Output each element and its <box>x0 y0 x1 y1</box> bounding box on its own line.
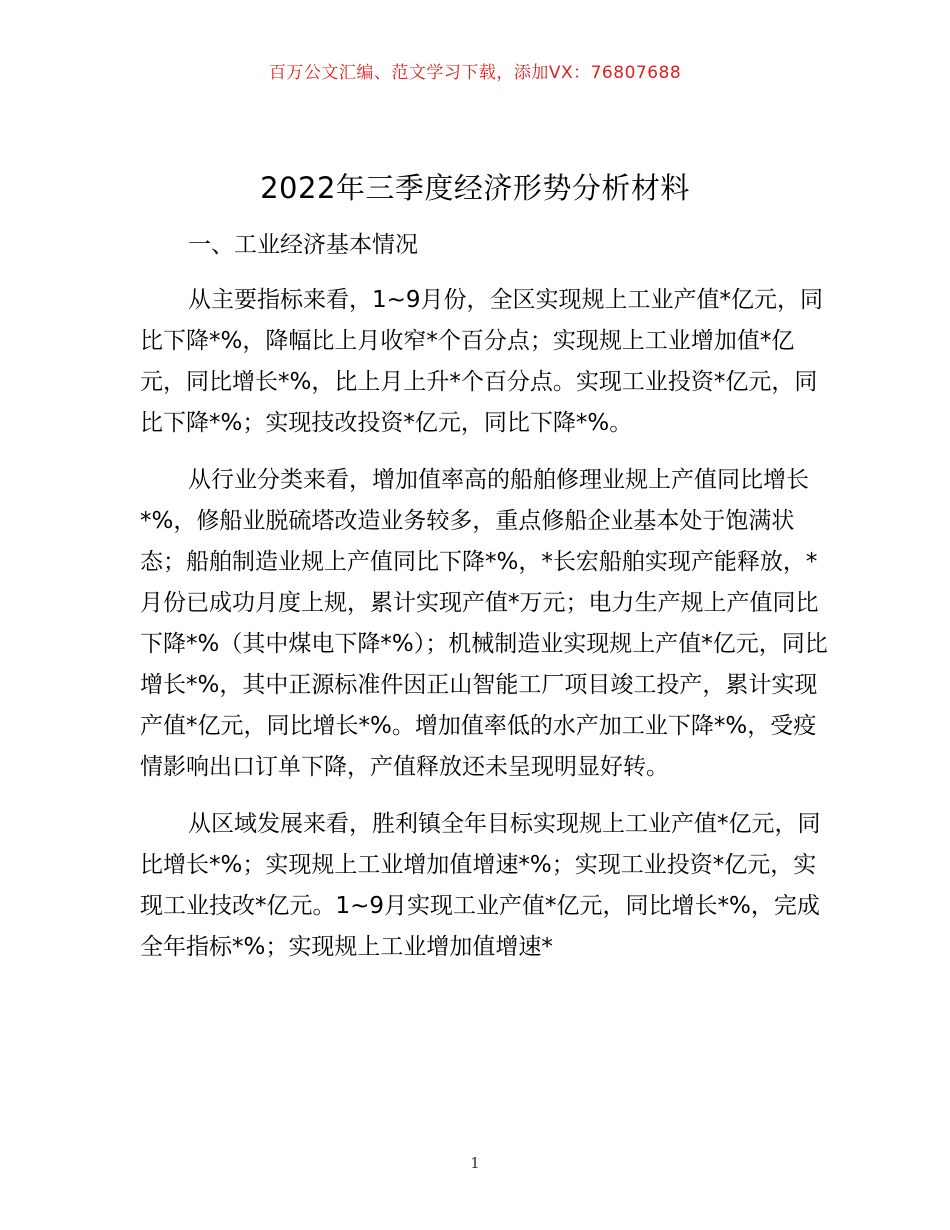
paragraph-regional-development: 从区域发展来看，胜利镇全年目标实现规上工业产值*亿元，同比增长*%；实现规上工业增加值增速*%；实现工业投资*亿元，实现工业技改*亿元。1~9月实现工业产值*亿元，同比增长*%，完成全年指标*%；实现规上工业增加值增速* <box>140 811 821 960</box>
paragraph-main-indicators: 从主要指标来看，1~9月份，全区实现规上工业产值*亿元，同比下降*%，降幅比上月收窄*个百分点；实现规上工业增加值*亿元，同比增长*%，比上月上升*个百分点。实现工业投资*亿元，同比下降*%；实现技改投资*亿元，同比下降*%。 <box>140 287 824 436</box>
document-body <box>140 280 830 984</box>
document-title: 2022年三季度经济形势分析材料 <box>260 171 690 205</box>
page-number: 1 <box>470 1154 480 1172</box>
section-heading: 一、工业经济基本情况 <box>188 232 418 258</box>
header-banner: 百万公文汇编、范文学习下载，添加VX：76807688 <box>268 63 682 83</box>
paragraph-industry-classification: 从行业分类来看，增加值率高的船舶修理业规上产值同比增长*%，修船业脱硫塔改造业务较多，重点修船企业基本处于饱满状态；船舶制造业规上产值同比下降*%，*长宏船舶实现产能释放，*月份已成功月度上规，累计实现产值*万元；电力生产规上产值同比下降*%（其中煤电下降*%）；机械制造业实现规上产值*亿元，同比增长*%，其中正源标准件因正山智能工厂项目竣工投产，累计实现产值*亿元，同比增长*%。增加值率低的水产加工业下降*%，受疫情影响出口订单下降，产值释放还未呈现明显好转。 <box>140 467 828 780</box>
